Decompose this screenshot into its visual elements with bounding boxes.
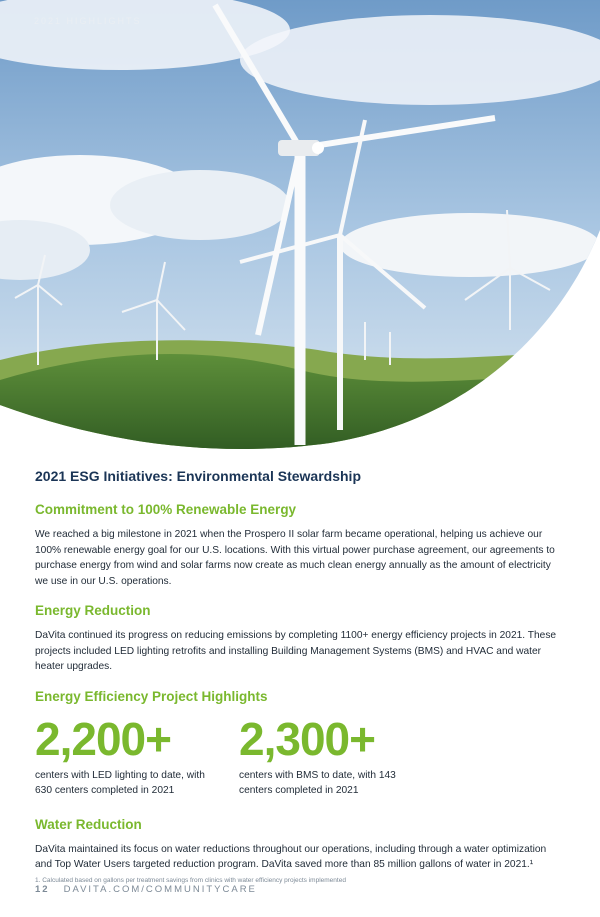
- main-content: [35, 468, 565, 884]
- hero-image: [0, 0, 600, 455]
- website-link[interactable]: DAVITA.COM/COMMUNITYCARE: [63, 884, 257, 895]
- highlights-heading: Energy Efficiency Project Highlights: [35, 688, 268, 704]
- stat-led: [35, 714, 205, 799]
- stat-value: 2,300+: [239, 712, 375, 765]
- energy-reduction-body: DaVita continued its progress on reducing emissions by completing 1100+ energy efficiency projects in 2021. These projects included LED lighting retrofits and installing Building Management Systems (BMS) and HVAC and water heater upgrades.: [35, 630, 557, 672]
- stats-row: [35, 714, 565, 799]
- stat-description: centers with LED lighting to date, with 630 centers completed in 2021: [35, 769, 205, 796]
- stat-bms: [239, 714, 409, 799]
- page-footer: [35, 884, 257, 895]
- energy-reduction-heading: Energy Reduction: [35, 603, 151, 618]
- stat-description: centers with BMS to date, with 143 centers completed in 2021: [239, 769, 396, 796]
- page-number: 12: [35, 884, 50, 895]
- renewable-heading: Commitment to 100% Renewable Energy: [35, 502, 297, 517]
- section-eyebrow: 2021 HIGHLIGHTS: [34, 16, 142, 26]
- stat-value: 2,200+: [35, 712, 171, 765]
- page-title: 2021 ESG Initiatives: Environmental Stewardship: [35, 468, 361, 484]
- footnote: 1. Calculated based on gallons per treatment savings from clinics with water efficiency projects implemented: [35, 876, 346, 884]
- renewable-body: We reached a big milestone in 2021 when the Prospero II solar farm became operational, helping us achieve our 100% renewable energy goal for our U.S. locations. With this virtual power purchase agreement, our agreements to purchase energy from wind and solar farms now create as much clean energy annually as the amount of electricity we use in our U.S. operations.: [35, 529, 555, 587]
- wind-turbines-photo: [0, 0, 600, 455]
- water-body: DaVita maintained its focus on water reductions throughout our operations, including through a water optimization and Top Water Users targeted reduction program. DaVita saved more than 85 million gallons of water in 2021.¹: [35, 843, 547, 870]
- water-heading: Water Reduction: [35, 816, 142, 832]
